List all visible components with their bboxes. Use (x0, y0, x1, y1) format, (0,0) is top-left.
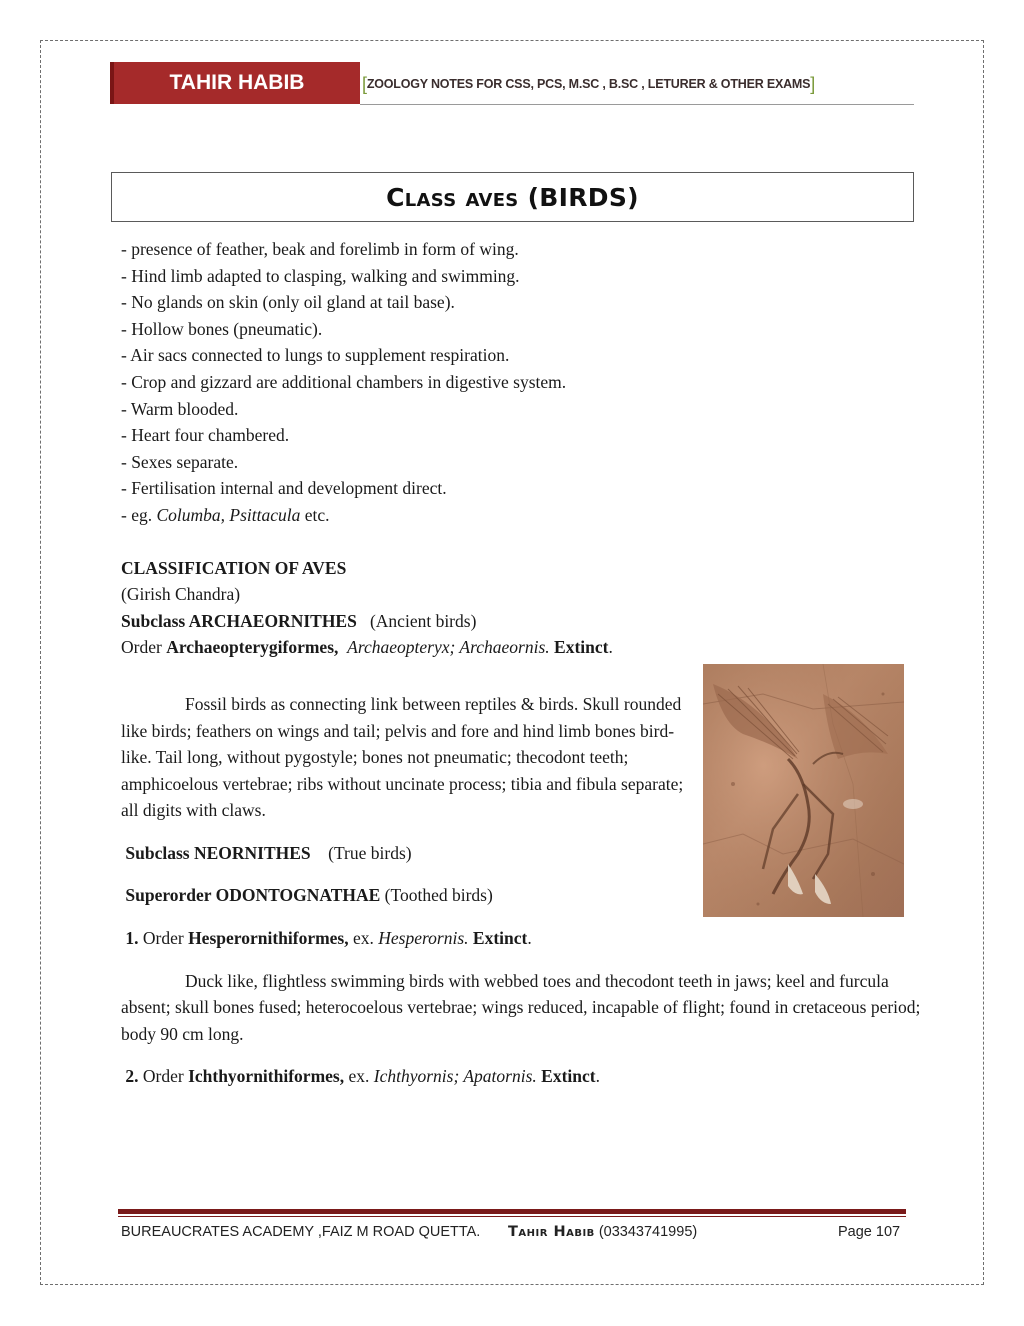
feature-list (121, 236, 921, 529)
header-author-name: TAHIR HABIB (110, 62, 360, 104)
example-prefix: - eg. (121, 504, 157, 525)
classification-heading: CLASSIFICATION OF AVES (121, 557, 347, 578)
archaeopteryx-fossil-image (703, 664, 904, 917)
footer-rule-thick (118, 1209, 906, 1214)
footer-academy: BUREAUCRATES ACADEMY ,FAIZ M ROAD QUETTA. (121, 1224, 481, 1240)
header-rule (360, 104, 914, 105)
subclass-neornithes: Subclass NEORNITHES (True birds) (125, 842, 412, 863)
footer-author-name: Tahir Habib (508, 1224, 595, 1240)
footer-phone: (03343741995) (598, 1224, 698, 1240)
feature-item: - Crop and gizzard are additional chambers in digestive system. (121, 371, 567, 392)
header-bracket-open: [ (362, 74, 367, 94)
example-line (121, 502, 921, 529)
fossil-description: Fossil birds as connecting link between reptiles & birds. Skull rounded like birds; feathers on wings and tail; pelvis and fore and hind limb bones bird-like. Tail long, without pygostyle; bones not pneumatic; thecodont teeth; amphicoelous vertebrae; ribs without uncinate process; tibia and fibula separate; all digits with claws. (121, 693, 684, 821)
order-archaeopterygiformes: Order Archaeopterygiformes, Archaeopteryx; Archaeornis. Extinct. (121, 637, 613, 658)
feature-item: - Sexes separate. (121, 451, 239, 472)
feature-item: - Hollow bones (pneumatic). (121, 318, 323, 339)
header-subtitle (362, 72, 815, 93)
hesperornithiformes-description: Duck like, flightless swimming birds with webbed toes and thecodont teeth in jaws; keel and furcula absent; skull bones fused; heterocoelous vertebrae; wings reduced, incapable of flight; found in cretaceous period; body 90 cm long. (121, 970, 921, 1044)
header-subtitle-text: ZOOLOGY NOTES FOR CSS, PCS, M.SC , B.SC , LETURER & OTHER EXAMS (366, 77, 811, 91)
order-ichthyornithiformes: 2. Order Ichthyornithiformes, ex. Ichthyornis; Apatornis. Extinct. (125, 1066, 600, 1087)
feature-item: - Fertilisation internal and development direct. (121, 478, 447, 499)
order-hesperornithiformes: 1. Order Hesperornithiformes, ex. Hesperornis. Extinct. (125, 928, 532, 949)
feature-item: - presence of feather, beak and forelimb in form of wing. (121, 239, 519, 259)
classification-author: (Girish Chandra) (121, 584, 241, 605)
footer-rule-thin (118, 1216, 906, 1217)
example-suffix: etc. (300, 504, 330, 525)
page-title: Class aves (BIRDS) (111, 172, 914, 222)
footer-author (508, 1224, 697, 1240)
superorder-odontognathae: Superorder ODONTOGNATHAE (Toothed birds) (125, 885, 493, 906)
header-bracket-close: ] (810, 74, 816, 94)
subclass-archaeornithes: Subclass ARCHAEORNITHES (Ancient birds) (121, 610, 477, 631)
feature-item: - Hind limb adapted to clasping, walking and swimming. (121, 265, 520, 286)
footer-page-number: Page 107 (838, 1224, 901, 1240)
feature-item: - Warm blooded. (121, 398, 239, 419)
feature-item: - No glands on skin (only oil gland at tail base). (121, 292, 455, 313)
example-genera: Columba, Psittacula (156, 504, 301, 525)
feature-item: - Air sacs connected to lungs to supplement respiration. (121, 345, 510, 366)
feature-item: - Heart four chambered. (121, 425, 290, 446)
